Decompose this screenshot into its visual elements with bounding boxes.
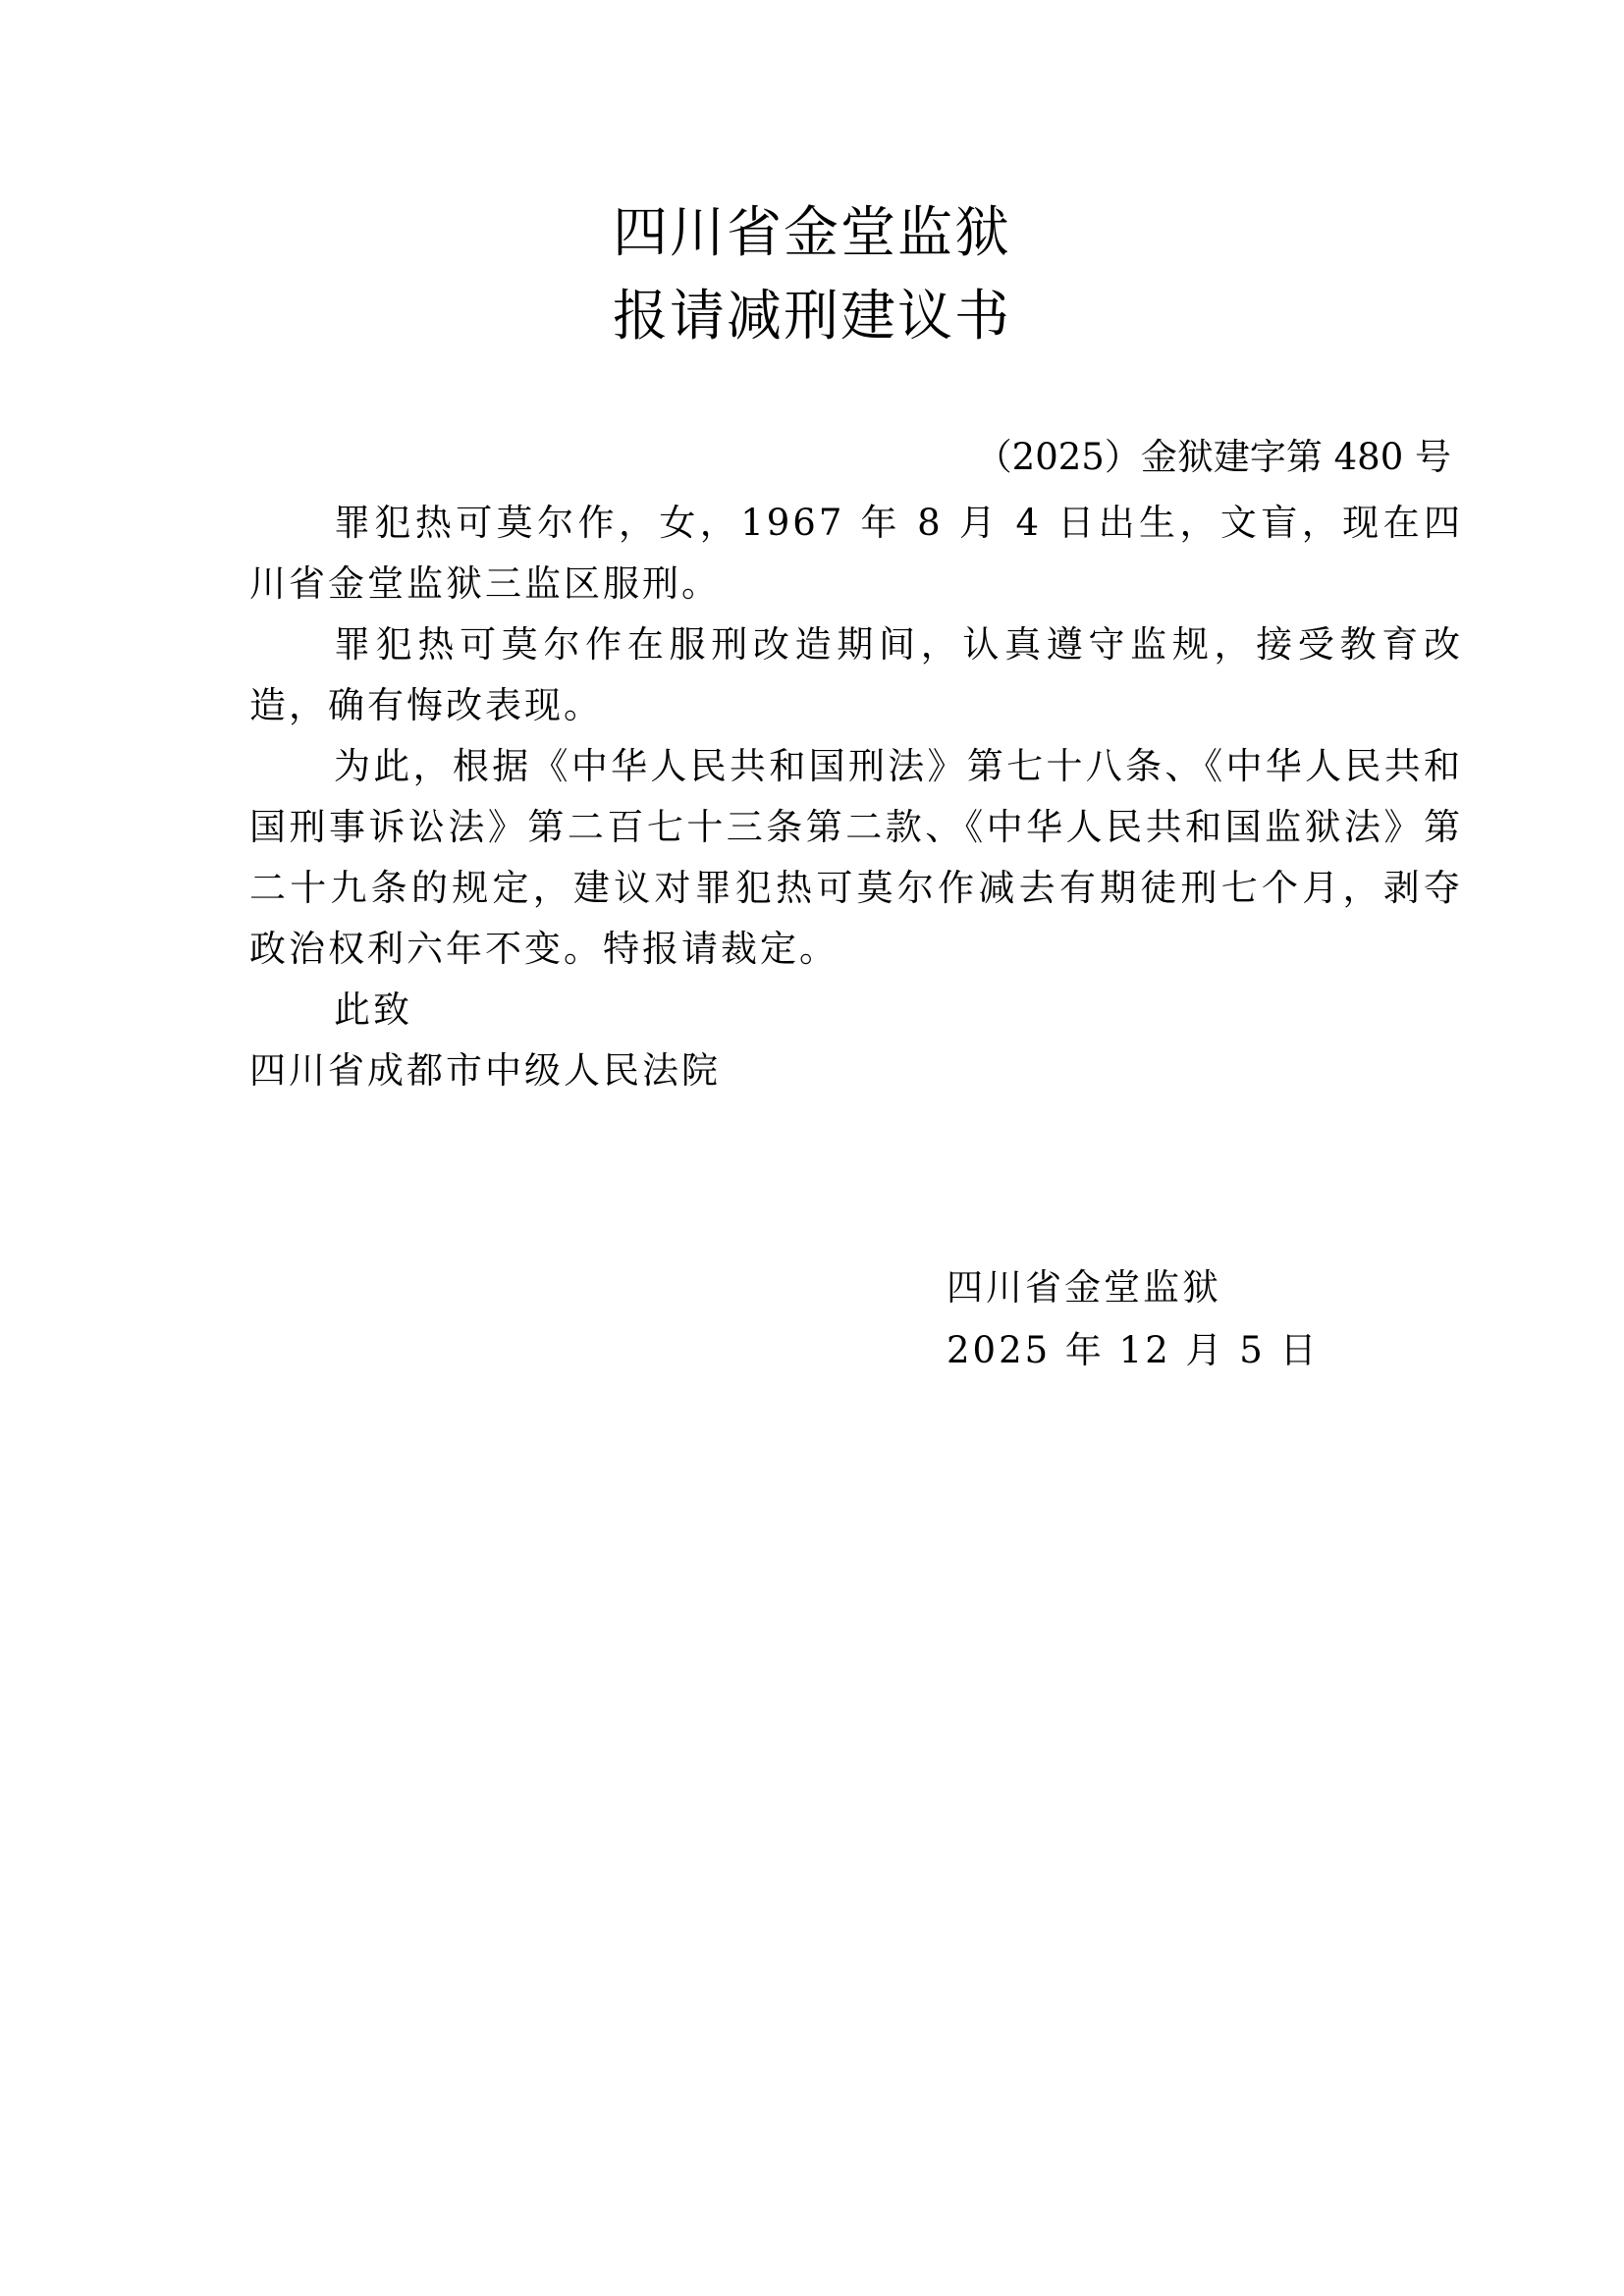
addressee: 四川省成都市中级人民法院: [249, 1049, 721, 1092]
signature-block: [947, 1256, 1320, 1382]
signature-organization: 四川省金堂监狱: [947, 1266, 1221, 1308]
paragraph-prisoner-info: 罪犯热可莫尔作，女，1967 年 8 月 4 日出生，文盲，现在四川省金堂监狱三监区服刑。: [249, 502, 1463, 605]
document-title-line1: 四川省金堂监狱: [613, 201, 1011, 265]
paragraph-recommendation: 为此，根据《中华人民共和国刑法》第七十八条、《中华人民共和国刑事诉讼法》第二百七十三条第二款、《中华人民共和国监狱法》第二十九条的规定，建议对罪犯热可莫尔作减去有期徒刑七个月，剥夺政治权利六年不变。特报请裁定。: [249, 745, 1463, 970]
document-number: （2025）金狱建字第 480 号: [975, 436, 1451, 478]
salutation: 此致: [334, 988, 412, 1031]
document-body: [249, 493, 1463, 1101]
signature-date: 2025 年 12 月 5 日: [947, 1329, 1320, 1371]
document-title-line2: 报请减刑建议书: [613, 285, 1011, 348]
paragraph-conduct: 罪犯热可莫尔作在服刑改造期间，认真遵守监规，接受教育改造，确有悔改表现。: [249, 623, 1463, 726]
